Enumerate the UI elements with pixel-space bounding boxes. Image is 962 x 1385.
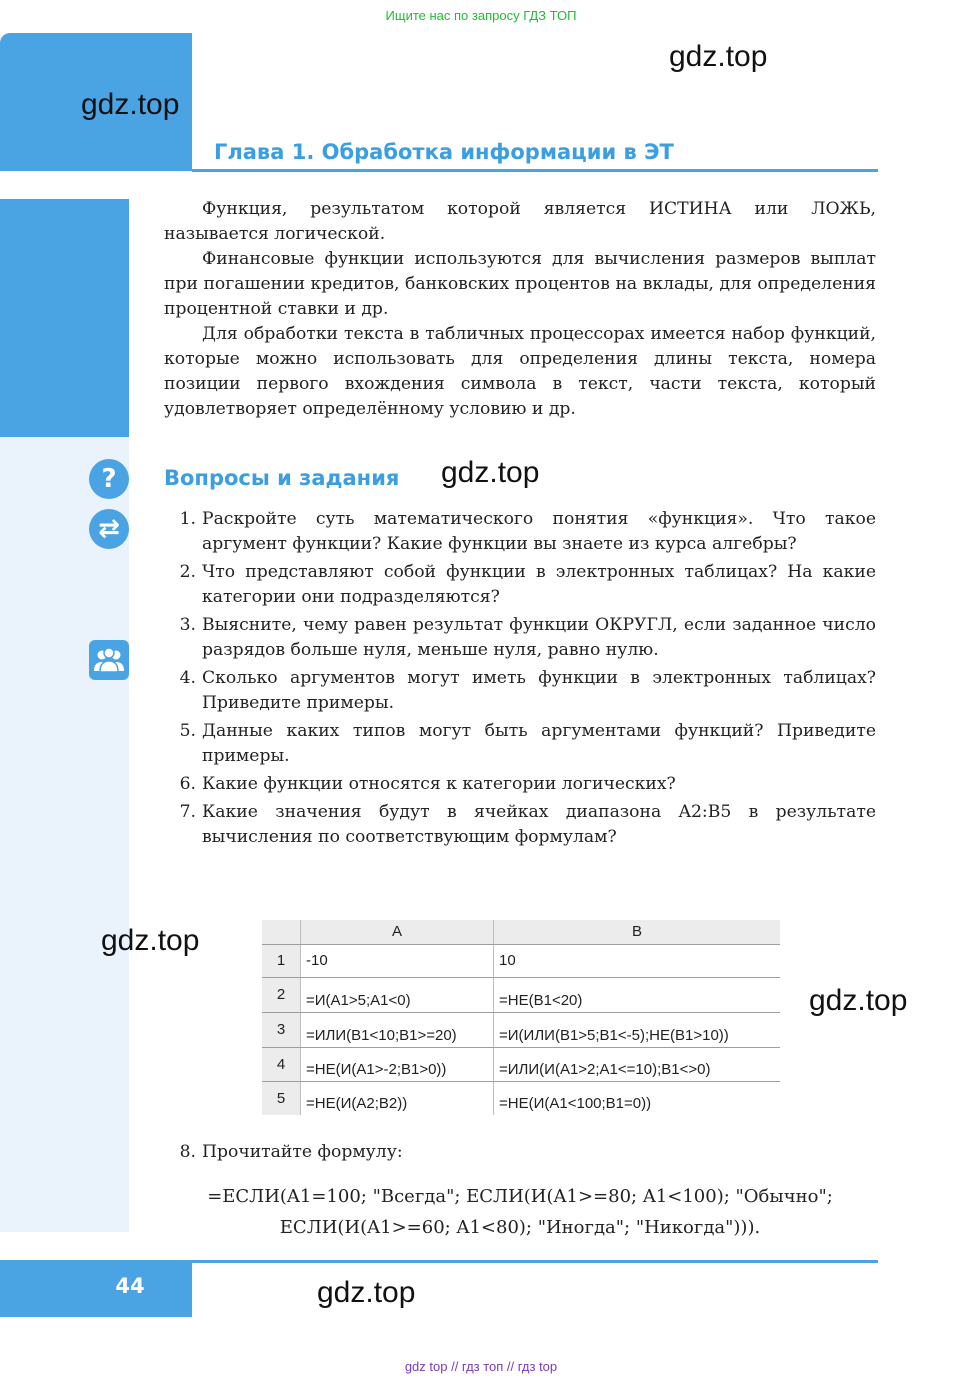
cell: =НЕ(И(A1>-2;B1>0)) — [301, 1047, 494, 1081]
cell: -10 — [301, 944, 494, 977]
item-text: Данные каких типов могут быть аргументами функций? Приведите примеры. — [202, 721, 876, 766]
watermark: gdz.top — [809, 984, 908, 1017]
item-text: Выясните, чему равен результат функции ОКРУГЛ, если заданное число разрядов больше нуля, меньше нуля, равно нулю. — [202, 615, 876, 660]
item-number: 2. — [179, 562, 196, 582]
cell: 10 — [494, 944, 781, 977]
row-header: 1 — [262, 944, 301, 977]
list-item — [164, 800, 876, 850]
item-number: 7. — [179, 802, 196, 822]
corner-cell — [262, 920, 301, 944]
questions-title: Вопросы и задания — [164, 466, 400, 490]
item-text: Что представляют собой функции в электронных таблицах? На какие категории они подразделяются? — [202, 562, 876, 607]
item-number: 4. — [179, 668, 196, 688]
bottom-rule — [192, 1260, 878, 1263]
item-number: 1. — [179, 509, 196, 529]
item-number: 3. — [179, 615, 196, 635]
cell: =НЕ(B1<20) — [494, 977, 781, 1012]
question-icon: ? — [89, 459, 129, 499]
list-item — [164, 613, 876, 663]
watermark: gdz.top — [101, 924, 200, 957]
cell: =И(ИЛИ(B1>5;B1<-5);НЕ(B1>10)) — [494, 1012, 781, 1047]
row-header: 2 — [262, 977, 301, 1012]
item-text: Раскройте суть математического понятия «функция». Что такое аргумент функции? Какие функции вы знаете из курса алгебры? — [202, 509, 876, 554]
item-number: 6. — [179, 774, 196, 794]
questions-list — [164, 507, 876, 853]
spreadsheet-table — [262, 920, 780, 1115]
item-text: Прочитайте формулу: — [202, 1142, 403, 1162]
group-work-icon — [89, 640, 129, 680]
chapter-title: Глава 1. Обработка информации в ЭТ — [214, 140, 674, 164]
item-text: Какие значения будут в ячейках диапазона A2:B5 в результате вычисления по соответствующим формулам? — [202, 802, 876, 847]
cell: =НЕ(И(A2;B2)) — [301, 1081, 494, 1115]
table-row — [262, 1012, 780, 1047]
cell: =ИЛИ(И(A1>2;A1<=10);B1<>0) — [494, 1047, 781, 1081]
list-item — [164, 772, 876, 797]
formula-block — [140, 1181, 900, 1243]
list-item — [164, 666, 876, 716]
search-hint-banner: Ищите нас по запросу ГДЗ ТОП — [385, 8, 577, 23]
side-margin-panel — [0, 437, 129, 1232]
list-item — [164, 507, 876, 557]
watermark: gdz.top — [317, 1276, 416, 1309]
chapter-underline — [192, 169, 878, 172]
footer-links: gdz top // гдз топ // гдз top — [404, 1359, 558, 1374]
watermark: gdz.top — [441, 456, 540, 489]
table-row — [262, 944, 780, 977]
cell: =ИЛИ(B1<10;B1>=20) — [301, 1012, 494, 1047]
column-header-row — [262, 920, 780, 944]
column-header: B — [494, 920, 781, 944]
table-row — [262, 1047, 780, 1081]
item-text: Какие функции относятся к категории логических? — [202, 774, 676, 794]
paragraph: Финансовые функции используются для вычисления размеров выплат при погашении кредитов, банковских процентов на вклады, для определения процентной ставки и др. — [164, 249, 876, 319]
column-header: A — [301, 920, 494, 944]
watermark: gdz.top — [81, 88, 180, 121]
question-8 — [164, 1142, 403, 1162]
formula-line: ЕСЛИ(И(A1>=60; A1<80); "Иногда"; "Никогда"))). — [279, 1217, 761, 1238]
item-text: Сколько аргументов могут иметь функции в электронных таблицах? Приведите примеры. — [202, 668, 876, 713]
side-accent-bar — [0, 199, 129, 437]
table-row — [262, 977, 780, 1012]
row-header: 4 — [262, 1047, 301, 1081]
row-header: 5 — [262, 1081, 301, 1115]
formula-line: =ЕСЛИ(A1=100; "Всегда"; ЕСЛИ(И(A1>=80; A1<100); "Обычно"; — [207, 1186, 833, 1207]
page-number: 44 — [115, 1274, 145, 1298]
swap-arrows-icon: ⇄ — [89, 509, 129, 549]
table-row — [262, 1081, 780, 1115]
cell: =И(A1>5;A1<0) — [301, 977, 494, 1012]
item-number: 5. — [179, 721, 196, 741]
list-item — [164, 560, 876, 610]
watermark: gdz.top — [669, 40, 768, 73]
cell: =НЕ(И(A1<100;B1=0)) — [499, 1095, 652, 1112]
paragraph: Функция, результатом которой является ИСТИНА или ЛОЖЬ, называется логической. — [164, 199, 876, 244]
row-header: 3 — [262, 1012, 301, 1047]
item-number: 8. — [179, 1142, 196, 1162]
body-text — [164, 197, 876, 422]
paragraph: Для обработки текста в табличных процессорах имеется набор функций, которые можно использовать для определения длины текста, номера позиции первого вхождения символа в текст, части текста, который удовлетворяет определённому условию и др. — [164, 324, 876, 419]
list-item — [164, 719, 876, 769]
